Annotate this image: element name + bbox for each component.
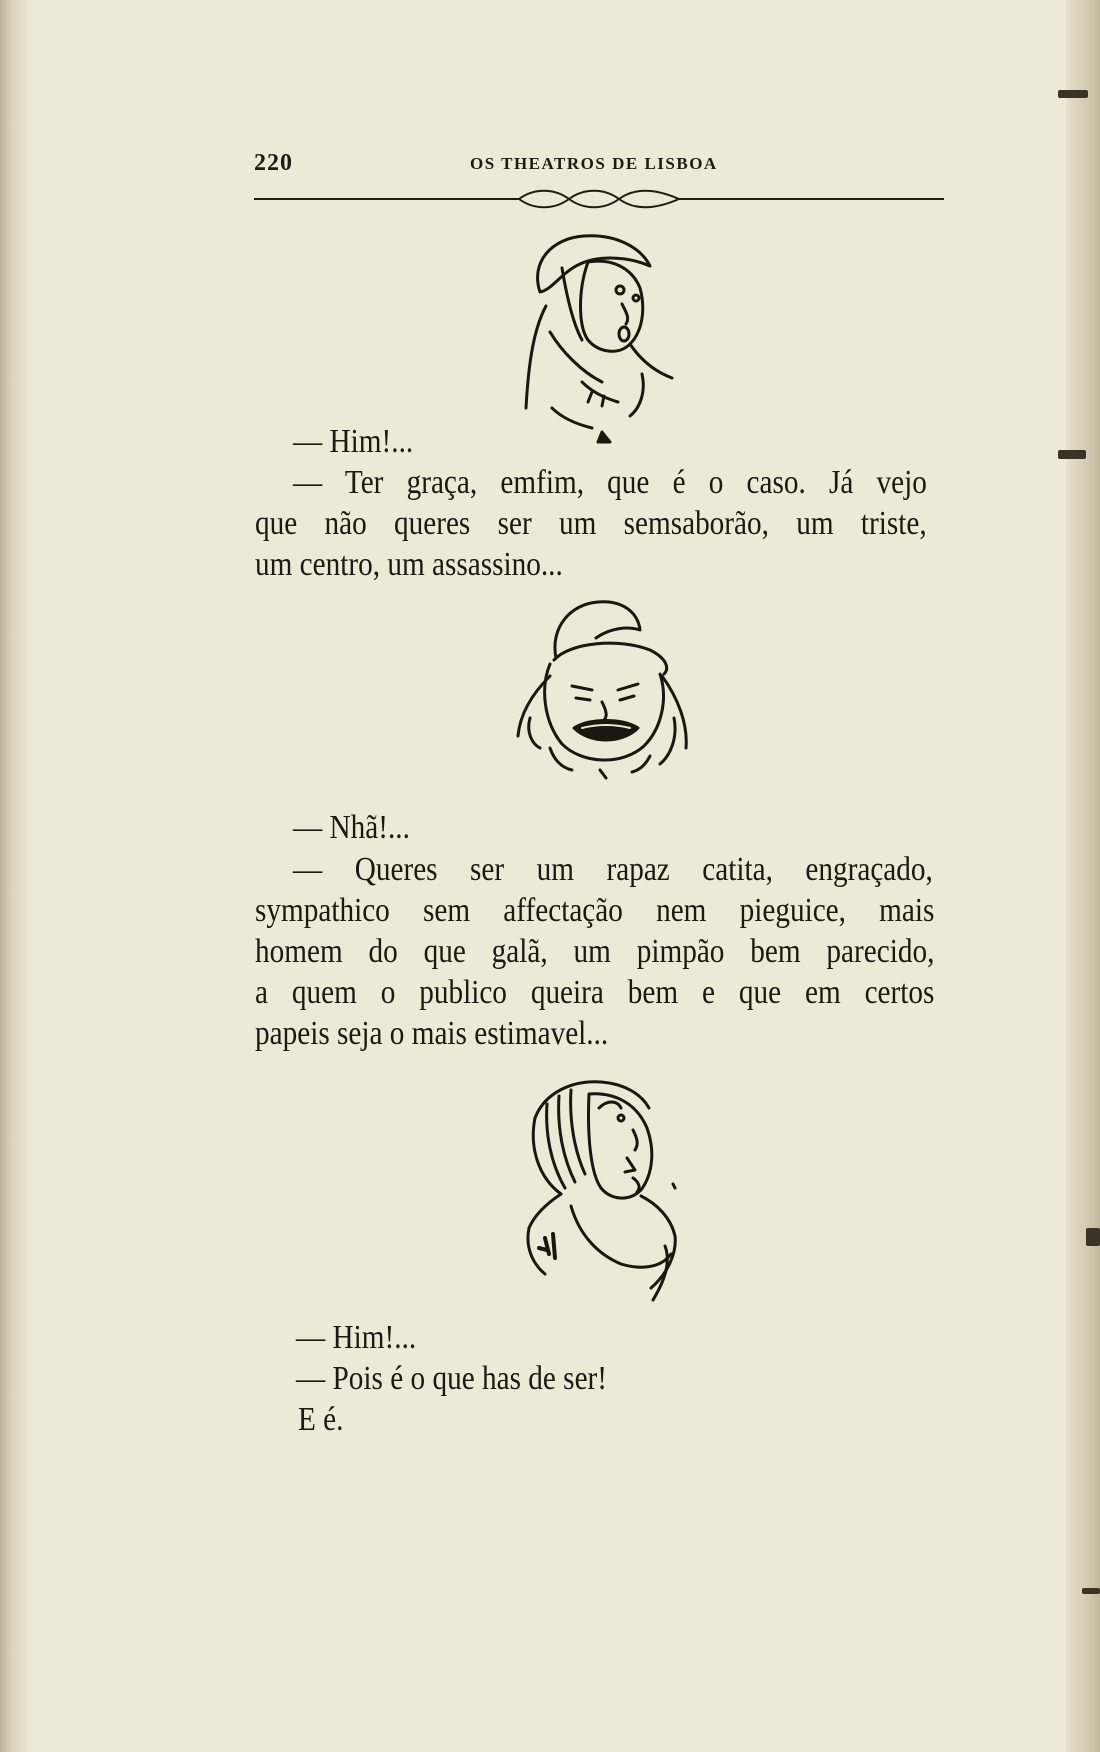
body-line: que não queres ser um semsaborão, um triste, xyxy=(255,505,927,542)
dialogue-line: — Nhã!... xyxy=(293,809,410,846)
dialogue-line: — Him!... xyxy=(296,1319,417,1356)
body-line: — Queres ser um rapaz catita, engraçado, xyxy=(293,851,933,888)
body-line: papeis seja o mais estimavel... xyxy=(255,1015,609,1052)
bonneted-figure-crying-illustration xyxy=(510,598,695,781)
dialogue-line: — Him!... xyxy=(293,423,414,460)
binding-thread xyxy=(1058,450,1086,459)
dialogue-line: — Pois é o que has de ser! xyxy=(296,1360,608,1397)
body-line: E é. xyxy=(298,1401,344,1438)
running-title: OS THEATROS DE LISBOA xyxy=(470,154,718,173)
binding-thread xyxy=(1086,1228,1100,1246)
body-line: — Ter graça, emfim, que é o caso. Já vejo xyxy=(293,464,927,501)
page-gutter xyxy=(0,0,28,1752)
ornamental-rule xyxy=(254,184,944,214)
binding-thread xyxy=(1082,1588,1100,1594)
bonneted-figure-singing-illustration xyxy=(522,232,687,448)
body-line: a quem o publico queira bem e que em certos xyxy=(255,974,935,1011)
running-head xyxy=(254,150,944,180)
binding-thread xyxy=(1058,90,1088,98)
page-fore-edge xyxy=(1066,0,1100,1752)
body-line: sympathico sem affectação nem pieguice, mais xyxy=(255,892,935,929)
body-line: homem do que galã, um pimpão bem parecido, xyxy=(255,933,935,970)
page-number: 220 xyxy=(254,150,293,176)
body-line: um centro, um assassino... xyxy=(255,546,563,583)
bonneted-figure-looking-up-illustration xyxy=(525,1078,693,1306)
